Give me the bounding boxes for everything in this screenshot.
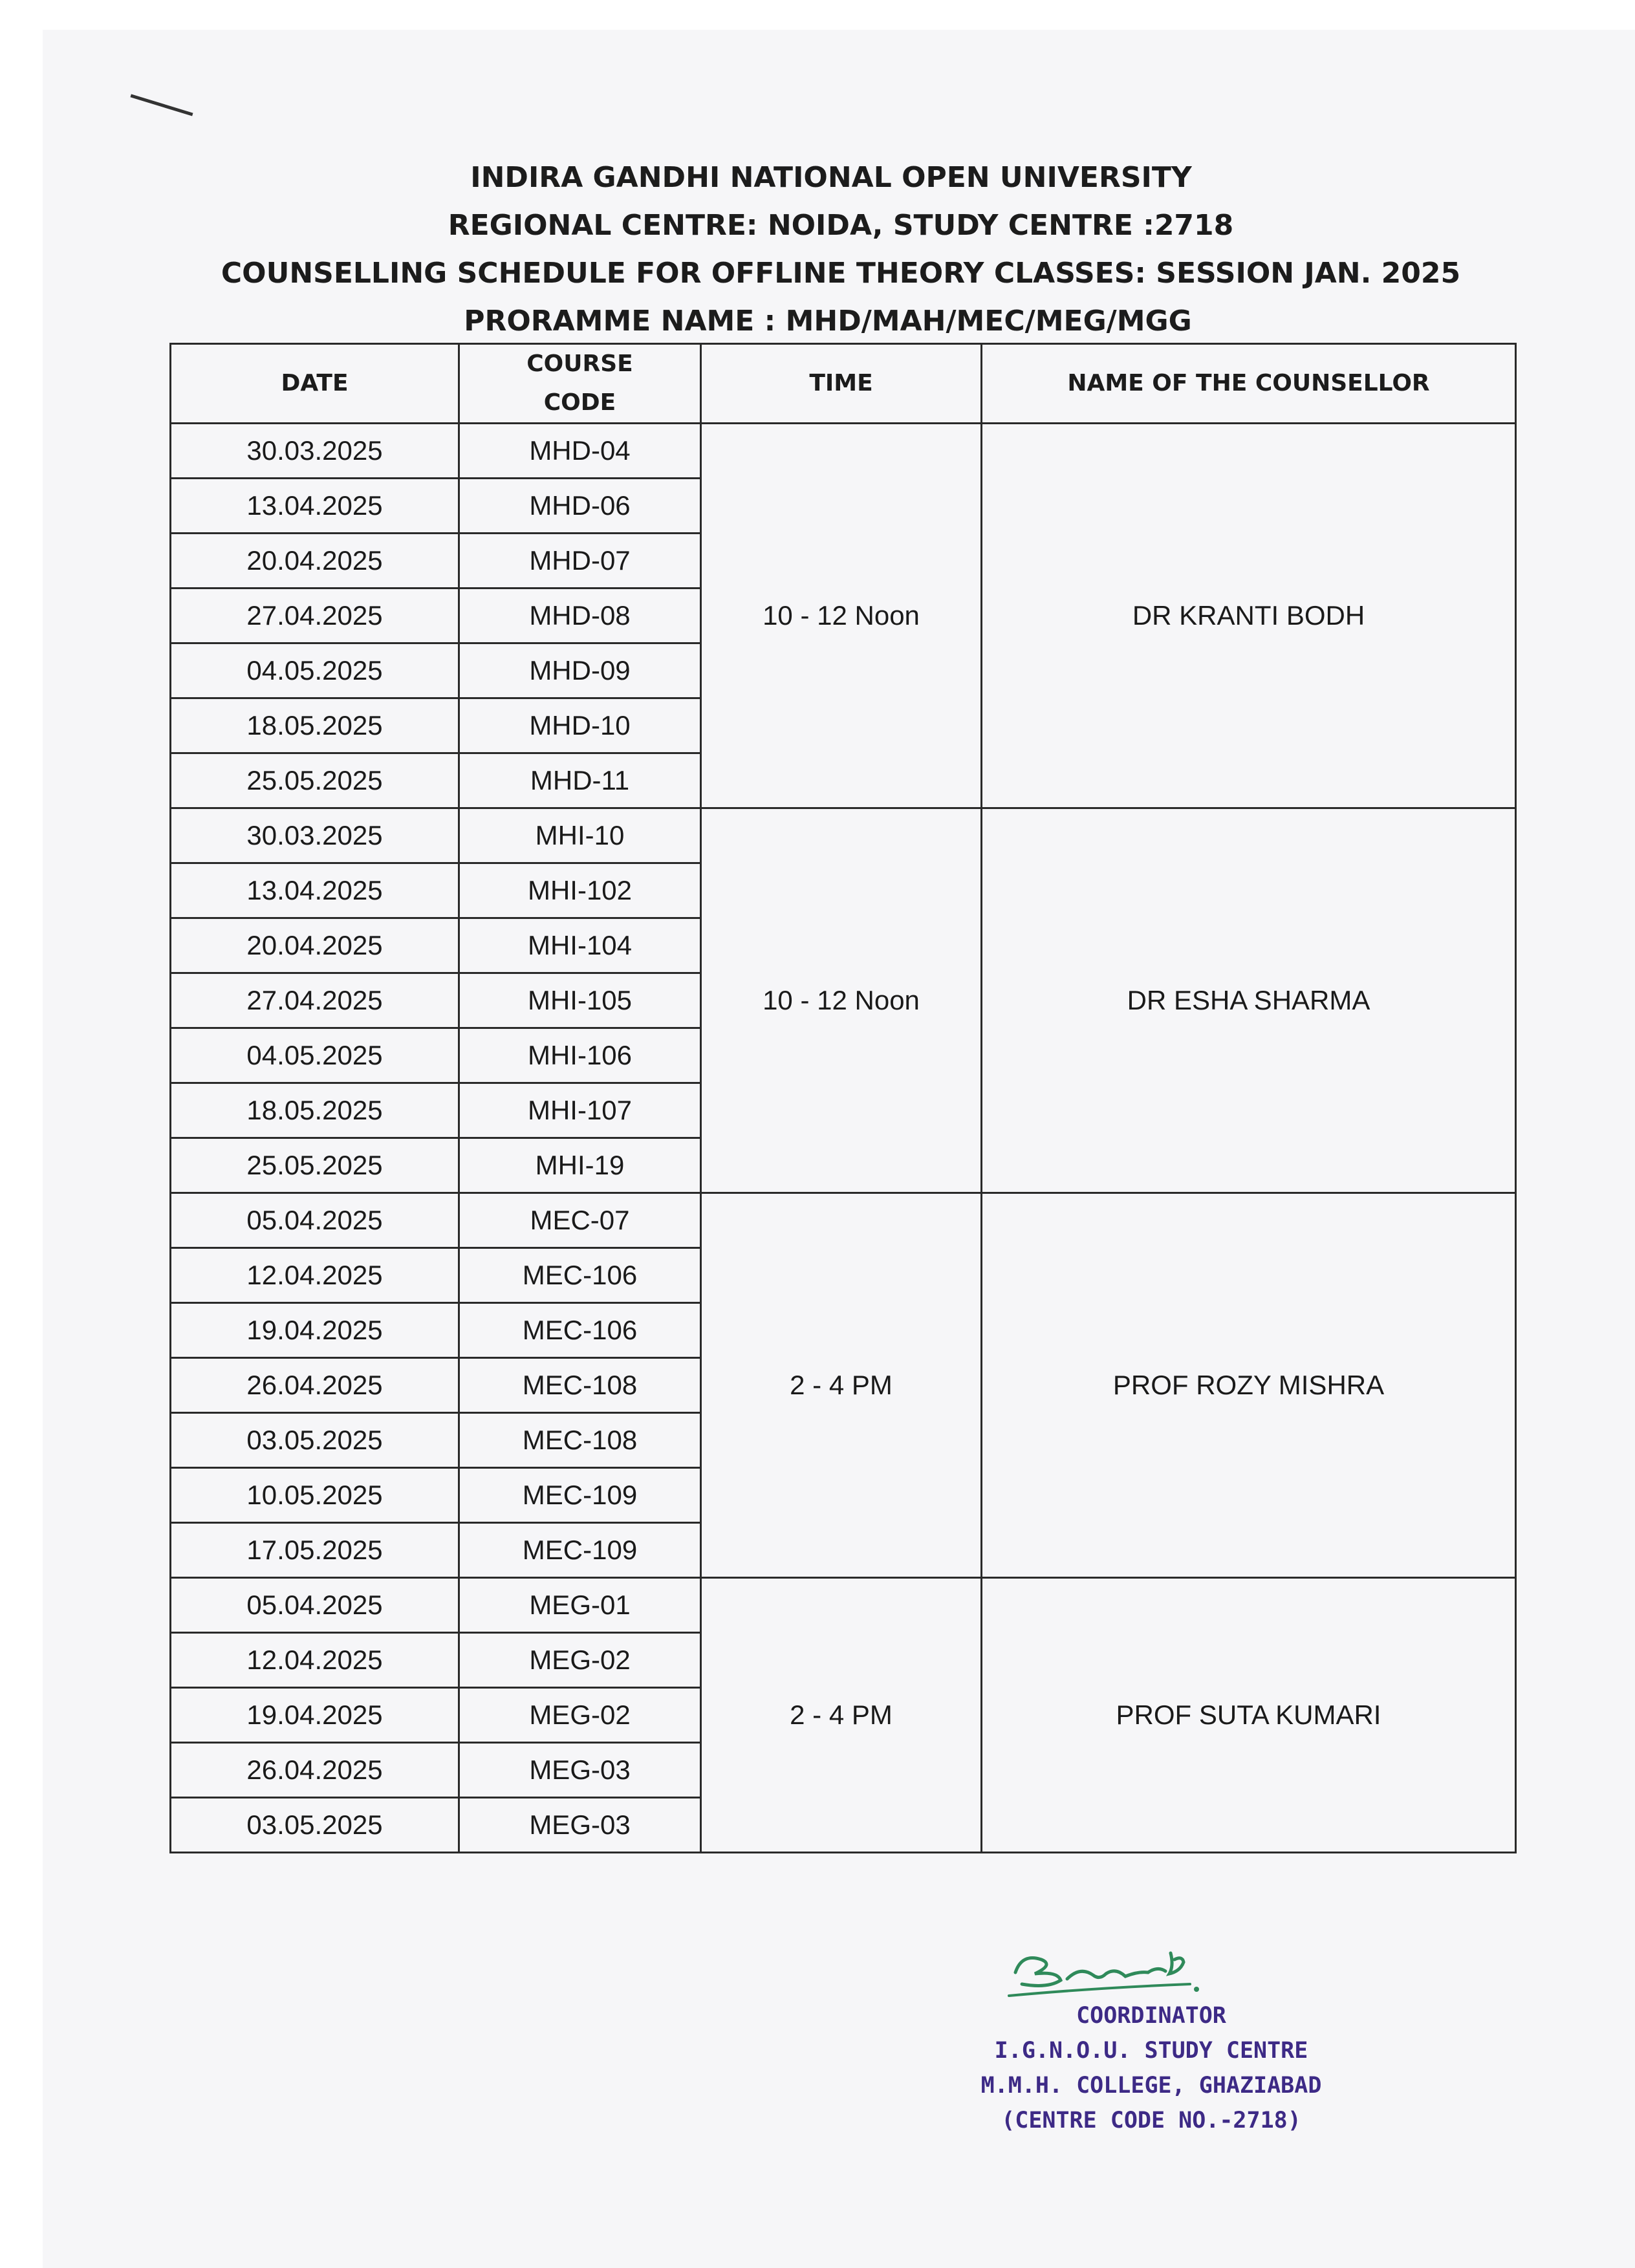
date-cell: 17.05.2025 <box>171 1523 459 1578</box>
course-code-cell: MHI-10 <box>459 808 701 863</box>
header-course-code-line2: CODE <box>543 389 616 416</box>
document-header <box>0 154 1635 345</box>
table-row <box>171 808 1516 863</box>
course-code-cell: MEC-07 <box>459 1193 701 1248</box>
course-code-cell: MEG-03 <box>459 1743 701 1798</box>
date-cell: 26.04.2025 <box>171 1358 459 1413</box>
centre-stamp <box>905 1998 1397 2138</box>
course-code-cell: MHI-107 <box>459 1083 701 1138</box>
course-code-cell: MHI-104 <box>459 918 701 973</box>
header-course-code-line1: COURSE <box>526 351 633 377</box>
course-code-cell: MEC-108 <box>459 1358 701 1413</box>
date-cell: 27.04.2025 <box>171 973 459 1028</box>
stamp-college: M.M.H. COLLEGE, GHAZIABAD <box>980 2073 1322 2099</box>
course-code-cell: MEC-108 <box>459 1413 701 1468</box>
stamp-centre: I.G.N.O.U. STUDY CENTRE <box>994 2038 1308 2064</box>
time-cell: 10 - 12 Noon <box>701 424 982 808</box>
regional-centre: REGIONAL CENTRE: NOIDA, STUDY CENTRE :2718 <box>448 209 1234 242</box>
date-cell: 25.05.2025 <box>171 1138 459 1193</box>
date-cell: 04.05.2025 <box>171 1028 459 1083</box>
time-cell: 2 - 4 PM <box>701 1193 982 1578</box>
course-code-cell: MEG-03 <box>459 1798 701 1853</box>
course-code-cell: MHD-11 <box>459 753 701 808</box>
date-cell: 25.05.2025 <box>171 753 459 808</box>
course-code-cell: MHD-08 <box>459 589 701 643</box>
date-cell: 12.04.2025 <box>171 1633 459 1688</box>
stamp-centre-code: (CENTRE CODE NO.-2718) <box>1001 2108 1301 2133</box>
table-row <box>171 1193 1516 1248</box>
table-row <box>171 424 1516 479</box>
date-cell: 03.05.2025 <box>171 1798 459 1853</box>
time-cell: 10 - 12 Noon <box>701 808 982 1193</box>
course-code-cell: MHI-19 <box>459 1138 701 1193</box>
signature-icon <box>996 1934 1216 2005</box>
table-row <box>171 1578 1516 1633</box>
date-cell: 13.04.2025 <box>171 479 459 534</box>
counselling-schedule-table <box>169 343 1517 1853</box>
course-code-cell: MEC-109 <box>459 1468 701 1523</box>
date-cell: 10.05.2025 <box>171 1468 459 1523</box>
table-header-row <box>171 344 1516 424</box>
course-code-cell: MHD-09 <box>459 643 701 698</box>
course-code-cell: MEC-106 <box>459 1303 701 1358</box>
date-cell: 18.05.2025 <box>171 1083 459 1138</box>
header-time: TIME <box>701 344 982 424</box>
date-cell: 20.04.2025 <box>171 918 459 973</box>
date-cell: 30.03.2025 <box>171 808 459 863</box>
course-code-cell: MHI-106 <box>459 1028 701 1083</box>
header-counsellor: NAME OF THE COUNSELLOR <box>982 344 1516 424</box>
date-cell: 27.04.2025 <box>171 589 459 643</box>
date-cell: 05.04.2025 <box>171 1193 459 1248</box>
date-cell: 20.04.2025 <box>171 534 459 589</box>
course-code-cell: MHD-07 <box>459 534 701 589</box>
counsellor-cell: DR ESHA SHARMA <box>982 808 1516 1193</box>
university-name: INDIRA GANDHI NATIONAL OPEN UNIVERSITY <box>470 161 1192 194</box>
coordinator-signature <box>996 1934 1216 2005</box>
date-cell: 04.05.2025 <box>171 643 459 698</box>
date-cell: 19.04.2025 <box>171 1303 459 1358</box>
time-cell: 2 - 4 PM <box>701 1578 982 1853</box>
date-cell: 05.04.2025 <box>171 1578 459 1633</box>
course-code-cell: MHD-10 <box>459 698 701 753</box>
counsellor-cell: PROF SUTA KUMARI <box>982 1578 1516 1853</box>
date-cell: 26.04.2025 <box>171 1743 459 1798</box>
course-code-cell: MHD-06 <box>459 479 701 534</box>
course-code-cell: MEG-01 <box>459 1578 701 1633</box>
counsellor-cell: PROF ROZY MISHRA <box>982 1193 1516 1578</box>
date-cell: 03.05.2025 <box>171 1413 459 1468</box>
schedule-title: COUNSELLING SCHEDULE FOR OFFLINE THEORY CLASSES: SESSION JAN. 2025 <box>221 257 1461 290</box>
counsellor-cell: DR KRANTI BODH <box>982 424 1516 808</box>
header-date: DATE <box>171 344 459 424</box>
stamp-title: COORDINATOR <box>1076 2003 1226 2029</box>
date-cell: 19.04.2025 <box>171 1688 459 1743</box>
course-code-cell: MEC-106 <box>459 1248 701 1303</box>
date-cell: 12.04.2025 <box>171 1248 459 1303</box>
course-code-cell: MEG-02 <box>459 1633 701 1688</box>
course-code-cell: MHI-102 <box>459 863 701 918</box>
date-cell: 18.05.2025 <box>171 698 459 753</box>
course-code-cell: MHI-105 <box>459 973 701 1028</box>
header-course-code <box>459 344 701 424</box>
course-code-cell: MEC-109 <box>459 1523 701 1578</box>
programme-name: PRORAMME NAME : MHD/MAH/MEC/MEG/MGG <box>464 305 1192 338</box>
course-code-cell: MEG-02 <box>459 1688 701 1743</box>
course-code-cell: MHD-04 <box>459 424 701 479</box>
date-cell: 30.03.2025 <box>171 424 459 479</box>
date-cell: 13.04.2025 <box>171 863 459 918</box>
